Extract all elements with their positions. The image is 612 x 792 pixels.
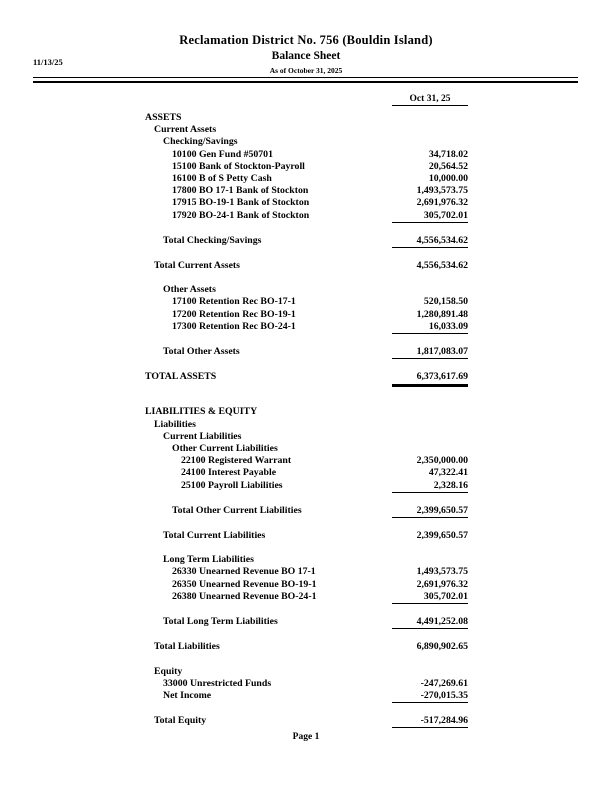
row-label: 26350 Unearned Revenue BO-19-1 xyxy=(172,578,317,590)
row-label: 17200 Retention Rec BO-19-1 xyxy=(172,308,296,320)
row-label: 25100 Payroll Liabilities xyxy=(181,479,283,491)
row-label: 24100 Interest Payable xyxy=(181,467,277,479)
row-label: Total Long Term Liabilities xyxy=(163,616,278,628)
row-label: Other Current Liabilities xyxy=(172,443,278,455)
report-row xyxy=(0,210,468,223)
row-label: Net Income xyxy=(163,689,212,701)
page-number: Page 1 xyxy=(292,732,320,742)
report-row xyxy=(0,346,468,359)
report-subtitle: As of October 31, 2025 xyxy=(269,66,343,75)
report-row xyxy=(0,296,468,308)
row-label: Total Current Liabilities xyxy=(163,530,266,542)
report-row xyxy=(0,554,468,566)
report-row xyxy=(0,591,468,604)
column-date-header: Oct 31, 25 xyxy=(392,94,468,106)
row-label: 17920 BO-24-1 Bank of Stockton xyxy=(172,209,310,221)
row-amount: 6,890,902.65 xyxy=(416,641,468,653)
report-row xyxy=(0,641,468,653)
row-label: TOTAL ASSETS xyxy=(145,371,217,383)
report-row xyxy=(0,443,468,455)
report-row xyxy=(0,161,468,173)
row-label: Long Term Liabilities xyxy=(163,554,254,566)
row-amount: 2,691,976.32 xyxy=(416,578,468,590)
row-amount: 2,399,650.57 xyxy=(392,505,468,518)
row-amount: 305,702.01 xyxy=(392,591,468,604)
report-row xyxy=(0,406,468,418)
row-amount: 2,350,000.00 xyxy=(416,455,468,467)
print-date-stamp: 11/13/25 xyxy=(33,57,63,67)
row-label: 17100 Retention Rec BO-17-1 xyxy=(172,296,296,308)
row-amount: 10,000.00 xyxy=(428,173,468,185)
report-row xyxy=(0,321,468,334)
report-row xyxy=(0,530,468,542)
report-row xyxy=(0,149,468,161)
report-row xyxy=(0,260,468,272)
report-row xyxy=(0,666,468,678)
row-amount: 47,322.41 xyxy=(428,467,468,479)
row-label: Total Checking/Savings xyxy=(163,234,262,246)
report-row xyxy=(0,173,468,185)
row-amount: 1,493,573.75 xyxy=(416,566,468,578)
row-amount: 4,556,534.62 xyxy=(392,235,468,248)
row-label: 26380 Unearned Revenue BO-24-1 xyxy=(172,590,317,602)
row-amount: 520,158.50 xyxy=(423,296,468,308)
report-row xyxy=(0,579,468,591)
row-label: Current Liabilities xyxy=(163,430,242,442)
report-row xyxy=(0,616,468,629)
report-row xyxy=(0,480,468,493)
row-amount: 4,491,252.08 xyxy=(392,616,468,629)
report-row xyxy=(0,467,468,479)
row-label: 15100 Bank of Stockton-Payroll xyxy=(172,160,305,172)
row-label: Total Other Assets xyxy=(163,346,240,358)
row-amount: 34,718.02 xyxy=(428,148,468,160)
row-amount: 4,556,534.62 xyxy=(416,260,468,272)
row-label: LIABILITIES & EQUITY xyxy=(145,406,258,418)
report-title: Balance Sheet xyxy=(271,50,341,62)
row-label: Liabilities xyxy=(154,418,196,430)
row-label: Total Equity xyxy=(154,715,207,727)
report-row xyxy=(0,124,468,136)
report-rows xyxy=(0,112,468,728)
row-amount: 305,702.01 xyxy=(392,210,468,223)
row-amount: 6,373,617.69 xyxy=(392,371,468,387)
row-label: 17300 Retention Rec BO-24-1 xyxy=(172,320,296,332)
report-row xyxy=(0,419,468,431)
report-row xyxy=(0,715,468,728)
row-label: Total Liabilities xyxy=(154,641,220,653)
row-amount: 2,691,976.32 xyxy=(416,197,468,209)
row-label: 10100 Gen Fund #50701 xyxy=(172,148,273,160)
row-amount: 2,328.16 xyxy=(392,480,468,493)
report-row xyxy=(0,309,468,321)
row-label: Current Assets xyxy=(154,124,217,136)
row-label: 17915 BO-19-1 Bank of Stockton xyxy=(172,197,310,209)
row-amount: -247,269.61 xyxy=(420,677,468,689)
report-row xyxy=(0,284,468,296)
report-row xyxy=(0,431,468,443)
row-label: Total Current Assets xyxy=(154,260,240,272)
row-label: Total Other Current Liabilities xyxy=(172,504,302,516)
row-amount: 1,280,891.48 xyxy=(416,308,468,320)
row-label: ASSETS xyxy=(145,112,182,123)
report-row xyxy=(0,371,468,387)
row-amount: 2,399,650.57 xyxy=(416,530,468,542)
report-row xyxy=(0,235,468,248)
report-row xyxy=(0,505,468,518)
row-amount: 16,033.09 xyxy=(392,321,468,334)
row-amount: 1,817,083.07 xyxy=(392,346,468,359)
report-row xyxy=(0,455,468,467)
row-label: Equity xyxy=(154,665,183,677)
row-label: Other Assets xyxy=(163,284,216,296)
report-row xyxy=(0,678,468,690)
row-amount: -270,015.35 xyxy=(392,690,468,703)
row-label: Checking/Savings xyxy=(163,136,238,148)
report-row xyxy=(0,112,468,124)
row-label: 33000 Unrestricted Funds xyxy=(163,677,272,689)
report-row xyxy=(0,197,468,209)
row-amount: 20,564.52 xyxy=(428,160,468,172)
report-row xyxy=(0,185,468,197)
row-amount: 1,493,573.75 xyxy=(416,185,468,197)
company-name: Reclamation District No. 756 (Bouldin Island) xyxy=(179,33,433,47)
row-label: 22100 Registered Warrant xyxy=(181,455,292,467)
report-row xyxy=(0,690,468,703)
row-label: 17800 BO 17-1 Bank of Stockton xyxy=(172,185,309,197)
row-label: 16100 B of S Petty Cash xyxy=(172,173,272,185)
header-rule xyxy=(33,77,578,83)
row-amount: -517,284.96 xyxy=(392,715,468,728)
report-row xyxy=(0,136,468,148)
row-label: 26330 Unearned Revenue BO 17-1 xyxy=(172,566,316,578)
report-row xyxy=(0,566,468,578)
